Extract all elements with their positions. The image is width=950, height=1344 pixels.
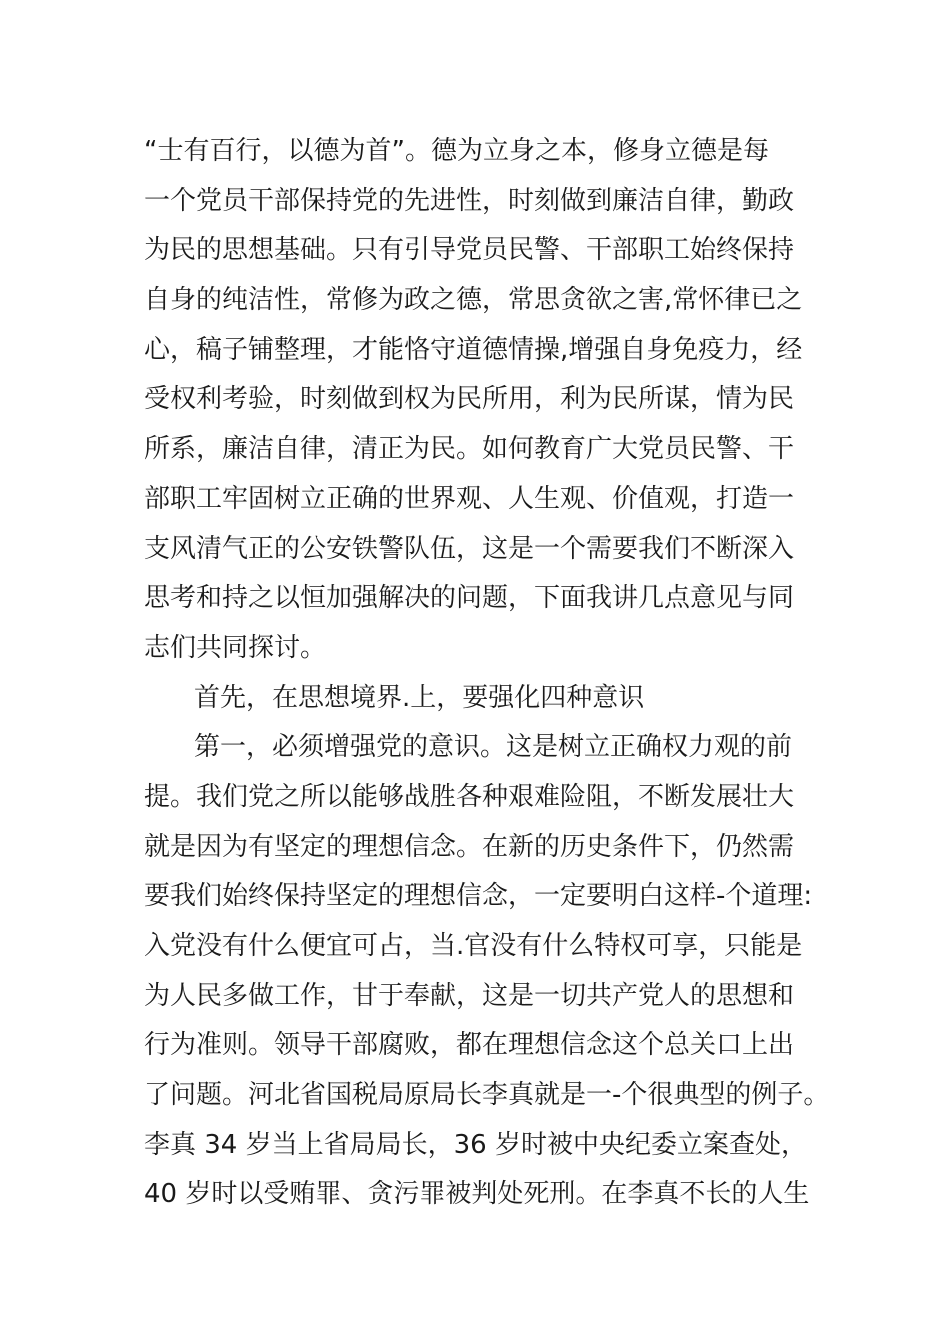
text-line: “士有百行，以德为首”。德为立身之本，修身立德是每 <box>144 136 769 166</box>
text-line: 受权利考验，时刻做到权为民所用，利为民所谋，情为民 <box>144 384 795 415</box>
text-line: 志们共同探讨。 <box>144 632 327 663</box>
text-line: 支风清气正的公安铁警队伍，这是一个需要我们不断深入 <box>144 533 795 564</box>
text-line: 思考和持之以恒加强解决的问题，下面我讲几点意见与同 <box>144 583 795 614</box>
text-line: 一个党员干部保持党的先进性，时刻做到廉洁自律，勤政 <box>144 185 795 216</box>
text-line: 入党没有什么便宜可占，当.官没有什么特权可享，只能是 <box>144 931 803 961</box>
text-line: 要我们始终保持坚定的理想信念，一定要明白这样-个道理: <box>144 881 813 912</box>
text-line: 李真 34 岁当上省局局长，36 岁时被中央纪委立案查处， <box>144 1129 807 1160</box>
text-line: 就是因为有坚定的理想信念。在新的历史条件下，仍然需 <box>144 831 795 862</box>
text-line: 了问题。河北省国税局原局长李真就是一-个很典型的例子。 <box>144 1080 830 1111</box>
text-line: 提。我们党之所以能够战胜各种艰难险阻，不断发展壮大 <box>144 781 795 812</box>
text-line: 为民的思想基础。只有引导党员民警、干部职工始终保持 <box>144 235 795 266</box>
text-line: 心，稿子铺整理，才能恪守道德情操,增强自身免疫力，经 <box>144 334 803 365</box>
text-line: 部职工牢固树立正确的世界观、人生观、价值观，打造一 <box>144 483 795 514</box>
text-line: 自身的纯洁性，常修为政之德，常思贪欲之害,常怀律已之 <box>144 285 803 316</box>
text-line: 行为准则。领导干部腐败，都在理想信念这个总关口上出 <box>144 1030 795 1061</box>
document-body <box>144 127 830 1220</box>
text-line: 第一，必须增强党的意识。这是树立正确权力观的前 <box>194 732 793 763</box>
text-line: 40 岁时以受贿罪、贪污罪被判处死刑。在李真不长的人生 <box>144 1179 810 1210</box>
section-heading: 首先，在思想境界.上，要强化四种意识 <box>194 682 645 713</box>
text-line: 所系，廉洁自律，清正为民。如何教育广大党员民警、干 <box>144 434 795 465</box>
text-line: 为人民多做工作，甘于奉献，这是一切共产党人的思想和 <box>144 980 795 1011</box>
